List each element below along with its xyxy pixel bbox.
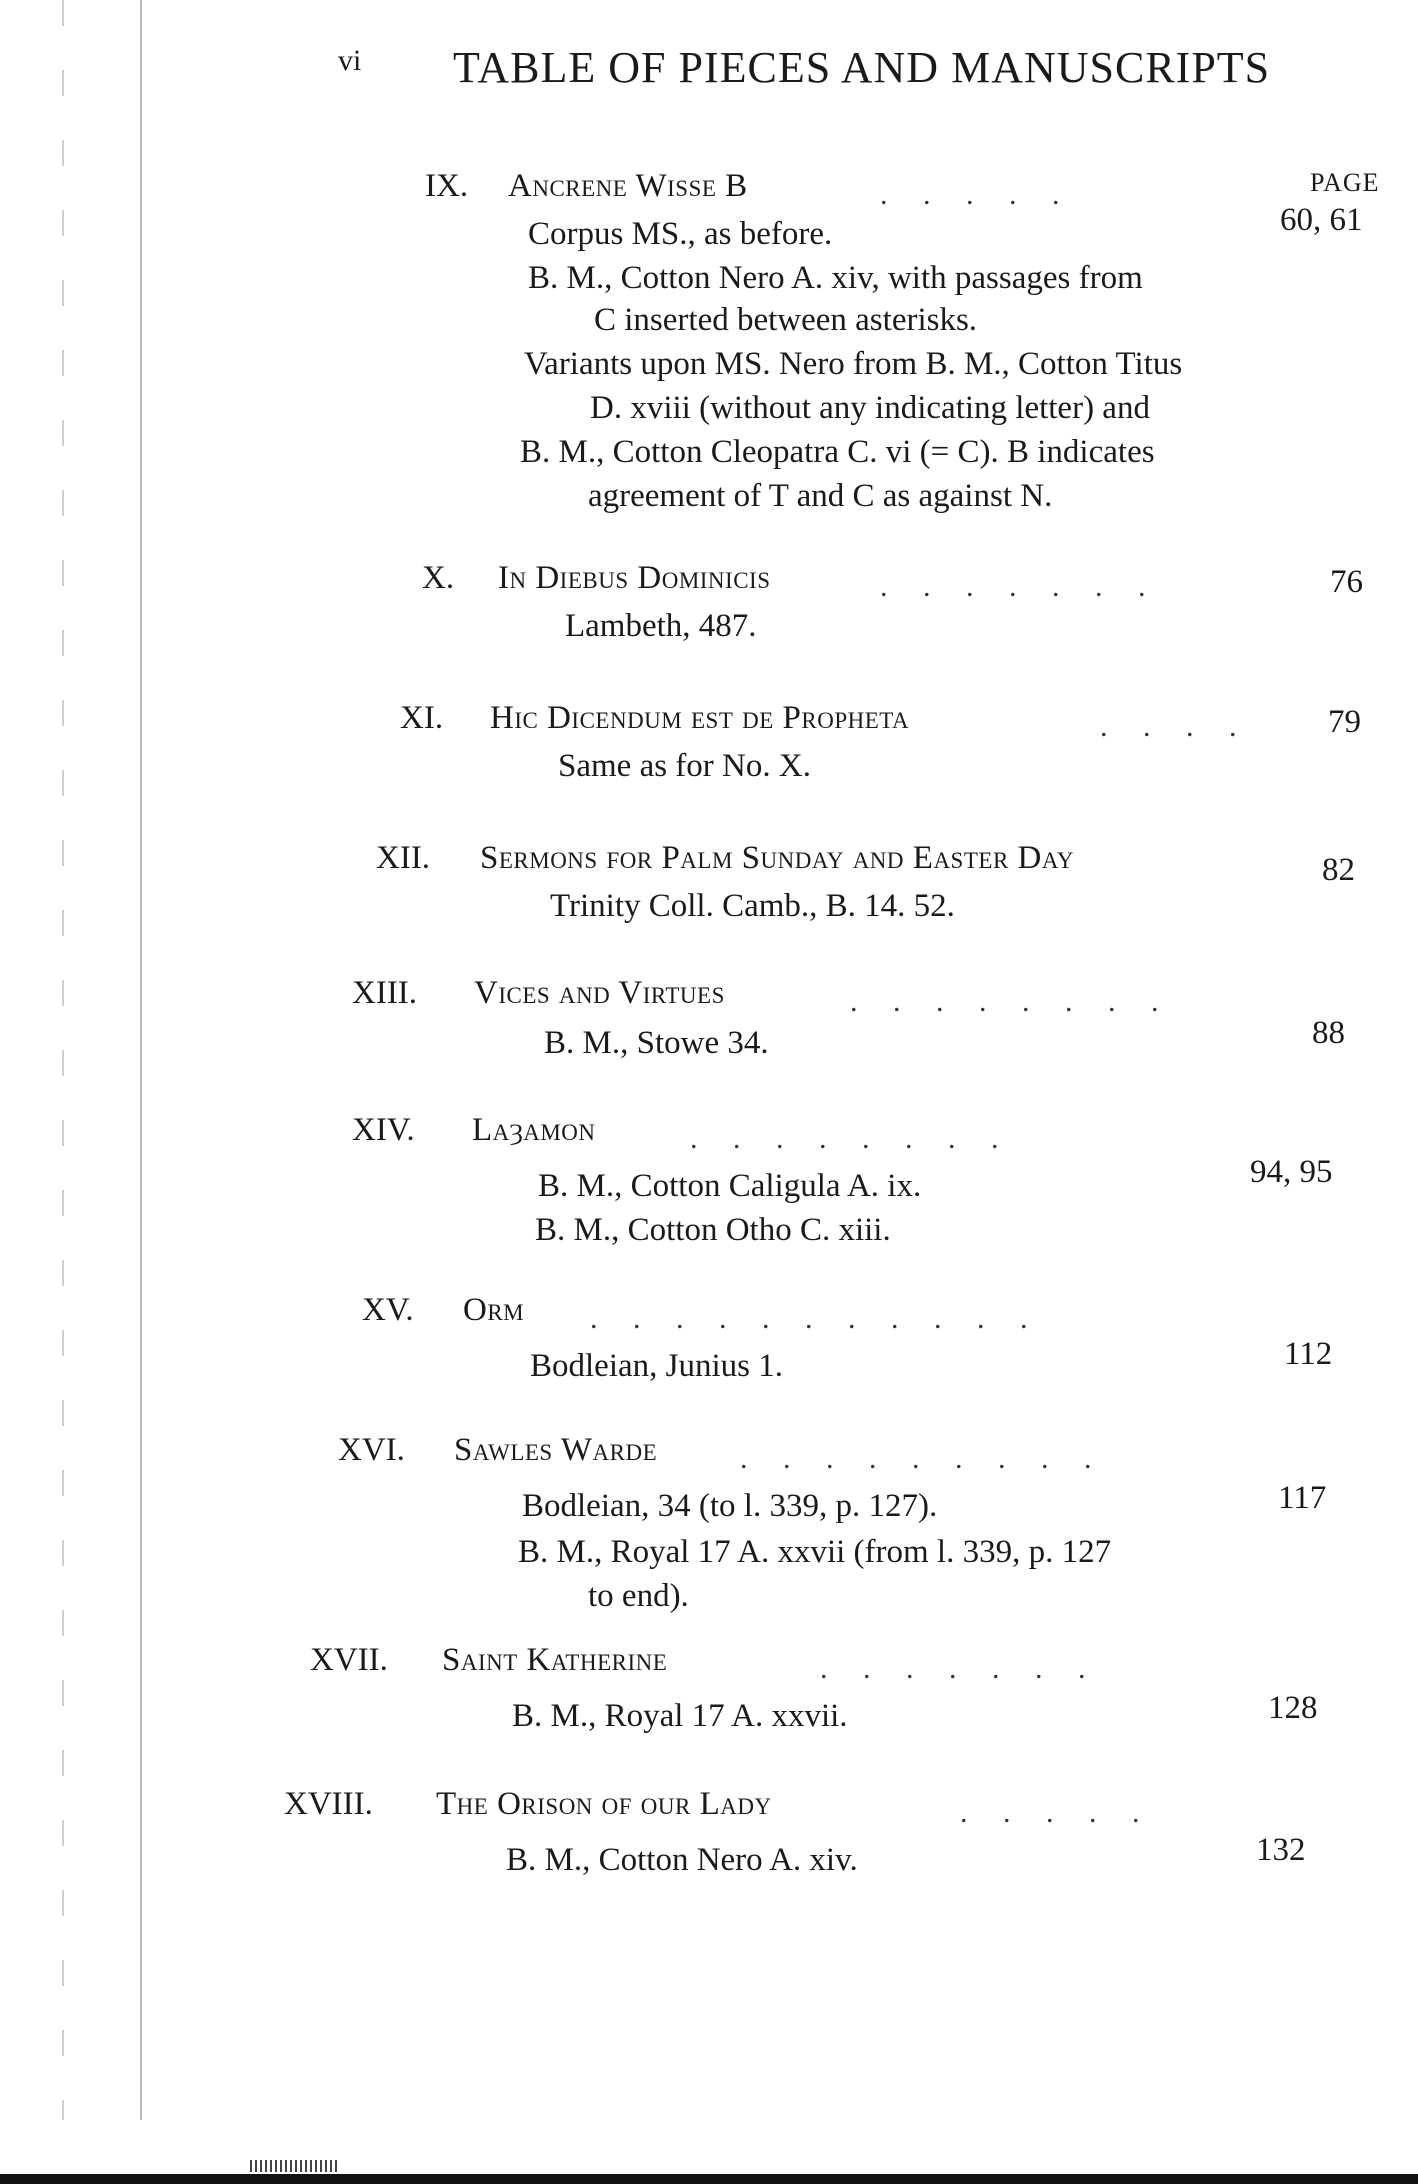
manuscript-line: B. M., Royal 17 A. xxvii (from l. 339, p. 127 (518, 1534, 1112, 1570)
entry-numeral: XIII. (352, 975, 418, 1011)
manuscript-line: Bodleian, 34 (to l. 339, p. 127). (522, 1488, 938, 1524)
entry-title: In Diebus Dominicis (498, 560, 771, 596)
entry-page: 60, 61 (1280, 202, 1363, 238)
dot-leaders: . . . . . (960, 1796, 1154, 1829)
entry-numeral: XVII. (310, 1642, 388, 1678)
manuscript-line: B. M., Cotton Cleopatra C. vi (= C). B indicates (520, 434, 1155, 470)
entry-numeral: IX. (425, 168, 469, 204)
entry-page: 79 (1328, 704, 1361, 740)
entry-title: Hic Dicendum est de Propheta (490, 700, 910, 736)
entry-numeral: XVI. (338, 1432, 405, 1468)
entry-page: 76 (1330, 564, 1363, 600)
entry-title: Orm (463, 1292, 525, 1328)
manuscript-line: Trinity Coll. Camb., B. 14. 52. (550, 888, 955, 924)
entry-page: 94, 95 (1250, 1154, 1333, 1190)
scan-bottom-noise (250, 2160, 340, 2172)
entry-title: Laȝamon (472, 1112, 596, 1148)
page-column-label: PAGE (1310, 168, 1380, 197)
entry-numeral: XII. (376, 840, 431, 876)
entry-page: 128 (1268, 1690, 1318, 1726)
dot-leaders: . . . . (1100, 710, 1251, 743)
manuscript-line: D. xviii (without any indicating letter) and (590, 390, 1150, 426)
entry-page: 132 (1256, 1832, 1306, 1868)
entry-title: Sermons for Palm Sunday and Easter Day (480, 840, 1074, 876)
entry-numeral: XVIII. (284, 1786, 373, 1822)
manuscript-line: Same as for No. X. (558, 748, 811, 784)
entry-numeral: XI. (400, 700, 444, 736)
manuscript-line: B. M., Cotton Otho C. xiii. (535, 1212, 891, 1248)
manuscript-line: Corpus MS., as before. (528, 216, 833, 252)
entry-title: Saint Katherine (442, 1642, 668, 1678)
dot-leaders: . . . . . . . . (850, 985, 1173, 1018)
scan-margin-dashes (62, 0, 64, 2120)
entry-page: 88 (1312, 1015, 1345, 1051)
entry-page: 117 (1278, 1480, 1327, 1516)
entry-title: The Orison of our Lady (436, 1786, 772, 1822)
entry-numeral: XV. (362, 1292, 414, 1328)
manuscript-line: Bodleian, Junius 1. (530, 1348, 783, 1384)
entry-page: 82 (1322, 852, 1355, 888)
entry-title: Vices and Virtues (474, 975, 725, 1011)
scan-bottom-edge (0, 2174, 1418, 2184)
manuscript-line: C inserted between asterisks. (594, 302, 978, 338)
page-header (338, 38, 1298, 128)
dot-leaders: . . . . . . . . (690, 1122, 1013, 1155)
manuscript-line: B. M., Cotton Nero A. xiv, with passages from (528, 260, 1143, 296)
page-folio: vi (338, 44, 362, 77)
manuscript-line: agreement of T and C as against N. (588, 478, 1053, 514)
dot-leaders: . . . . . . . (880, 570, 1160, 603)
entry-title: Sawles Warde (454, 1432, 658, 1468)
entry-title: Ancrene Wisse B (508, 168, 748, 204)
manuscript-line: B. M., Stowe 34. (544, 1025, 769, 1061)
manuscript-line: B. M., Royal 17 A. xxvii. (512, 1698, 848, 1734)
running-title: TABLE OF PIECES AND MANUSCRIPTS (453, 43, 1271, 92)
entry-numeral: X. (422, 560, 455, 596)
scan-margin-line (140, 0, 142, 2120)
entry-numeral: XIV. (352, 1112, 415, 1148)
manuscript-line: B. M., Cotton Caligula A. ix. (538, 1168, 922, 1204)
manuscript-line: Lambeth, 487. (565, 608, 757, 644)
manuscript-line: to end). (588, 1578, 689, 1614)
entry-page: 112 (1284, 1336, 1333, 1372)
dot-leaders: . . . . . (880, 178, 1074, 211)
manuscript-line: B. M., Cotton Nero A. xiv. (506, 1842, 858, 1878)
dot-leaders: . . . . . . . (820, 1652, 1100, 1685)
dot-leaders: . . . . . . . . . . . (590, 1302, 1042, 1335)
manuscript-line: Variants upon MS. Nero from B. M., Cotton Titus (524, 346, 1183, 382)
dot-leaders: . . . . . . . . . (740, 1442, 1106, 1475)
